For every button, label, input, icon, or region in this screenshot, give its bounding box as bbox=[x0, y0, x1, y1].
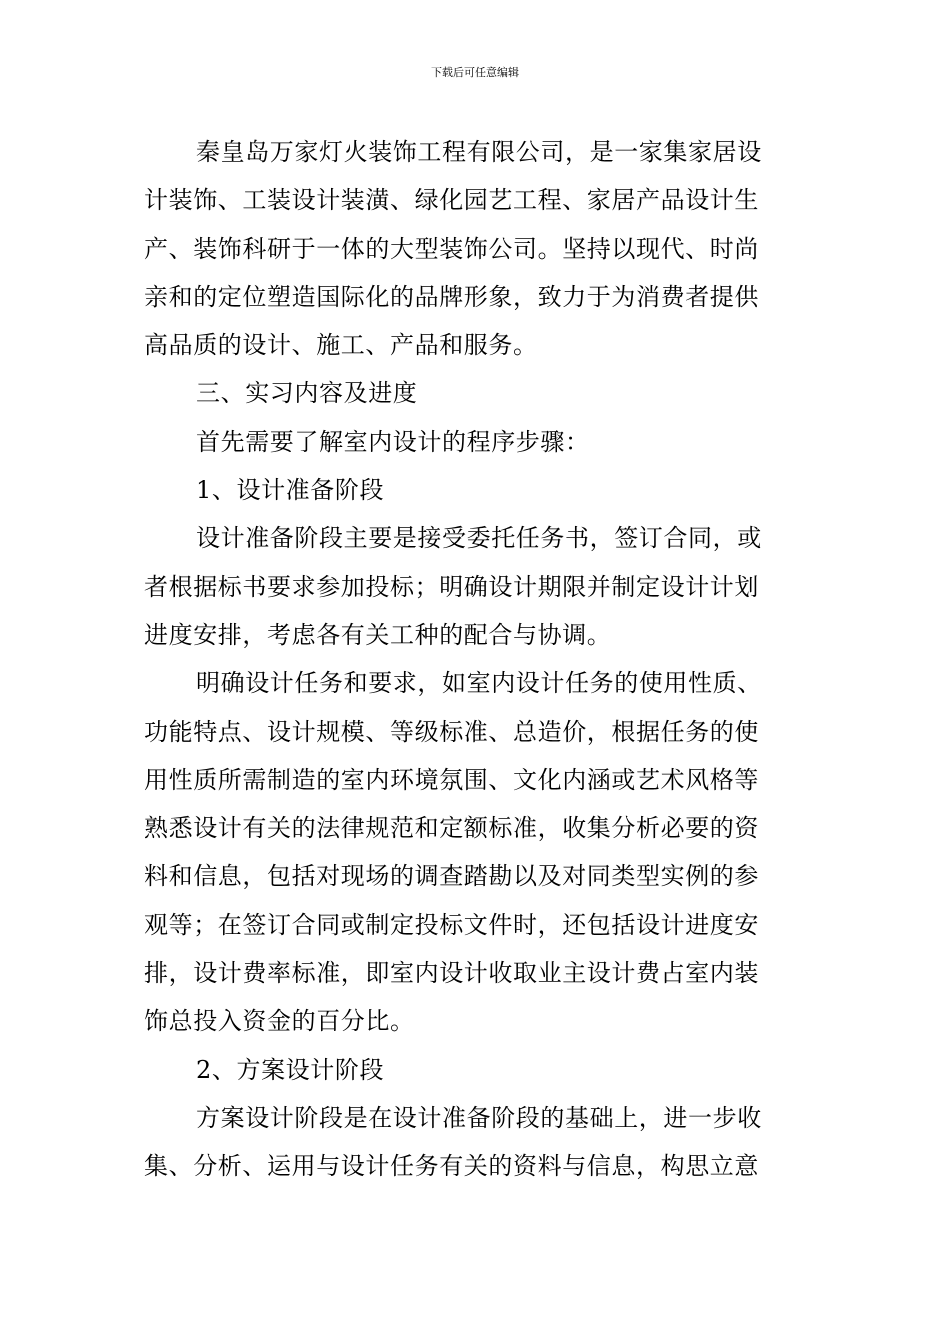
text-line: 集、分析、运用与设计任务有关的资料与信息，构思立意 bbox=[144, 1152, 759, 1181]
text-line: 观等；在签订合同或制定投标文件时，还包括设计进度安 bbox=[144, 910, 759, 939]
text-line: 产、装饰科研于一体的大型装饰公司。坚持以现代、时尚 bbox=[144, 234, 759, 263]
subsection-heading: 1、设计准备阶段 bbox=[196, 476, 385, 505]
text-line: 设计准备阶段主要是接受委托任务书，签订合同，或 bbox=[196, 524, 762, 553]
text-line: 用性质所需制造的室内环境氛围、文化内涵或艺术风格等 bbox=[144, 765, 759, 794]
text-line: 明确设计任务和要求，如室内设计任务的使用性质、 bbox=[196, 669, 762, 698]
text-line: 料和信息，包括对现场的调查踏勘以及对同类型实例的参 bbox=[144, 862, 759, 891]
text-line: 首先需要了解室内设计的程序步骤： bbox=[196, 427, 590, 456]
page-header: 下载后可任意编辑 bbox=[431, 66, 519, 79]
text-line: 者根据标书要求参加投标；明确设计期限并制定设计计划 bbox=[144, 572, 759, 601]
text-line: 方案设计阶段是在设计准备阶段的基础上，进一步收 bbox=[196, 1103, 762, 1132]
document-body bbox=[144, 128, 809, 1191]
text-line: 功能特点、设计规模、等级标准、总造价，根据任务的使 bbox=[144, 717, 759, 746]
text-line: 计装饰、工装设计装潢、绿化园艺工程、家居产品设计生 bbox=[144, 186, 759, 215]
text-line: 排，设计费率标准，即室内设计收取业主设计费占室内装 bbox=[144, 959, 759, 988]
text-line: 饰总投入资金的百分比。 bbox=[144, 1007, 415, 1036]
text-line: 熟悉设计有关的法律规范和定额标准，收集分析必要的资 bbox=[144, 814, 759, 843]
text-line: 进度安排，考虑各有关工种的配合与协调。 bbox=[144, 620, 612, 649]
text-line: 秦皇岛万家灯火装饰工程有限公司，是一家集家居设 bbox=[196, 138, 762, 166]
subsection-heading: 2、方案设计阶段 bbox=[196, 1055, 385, 1084]
section-heading: 三、实习内容及进度 bbox=[196, 379, 418, 408]
text-line: 高品质的设计、施工、产品和服务。 bbox=[144, 331, 538, 360]
text-line: 亲和的定位塑造国际化的品牌形象，致力于为消费者提供 bbox=[144, 282, 759, 311]
